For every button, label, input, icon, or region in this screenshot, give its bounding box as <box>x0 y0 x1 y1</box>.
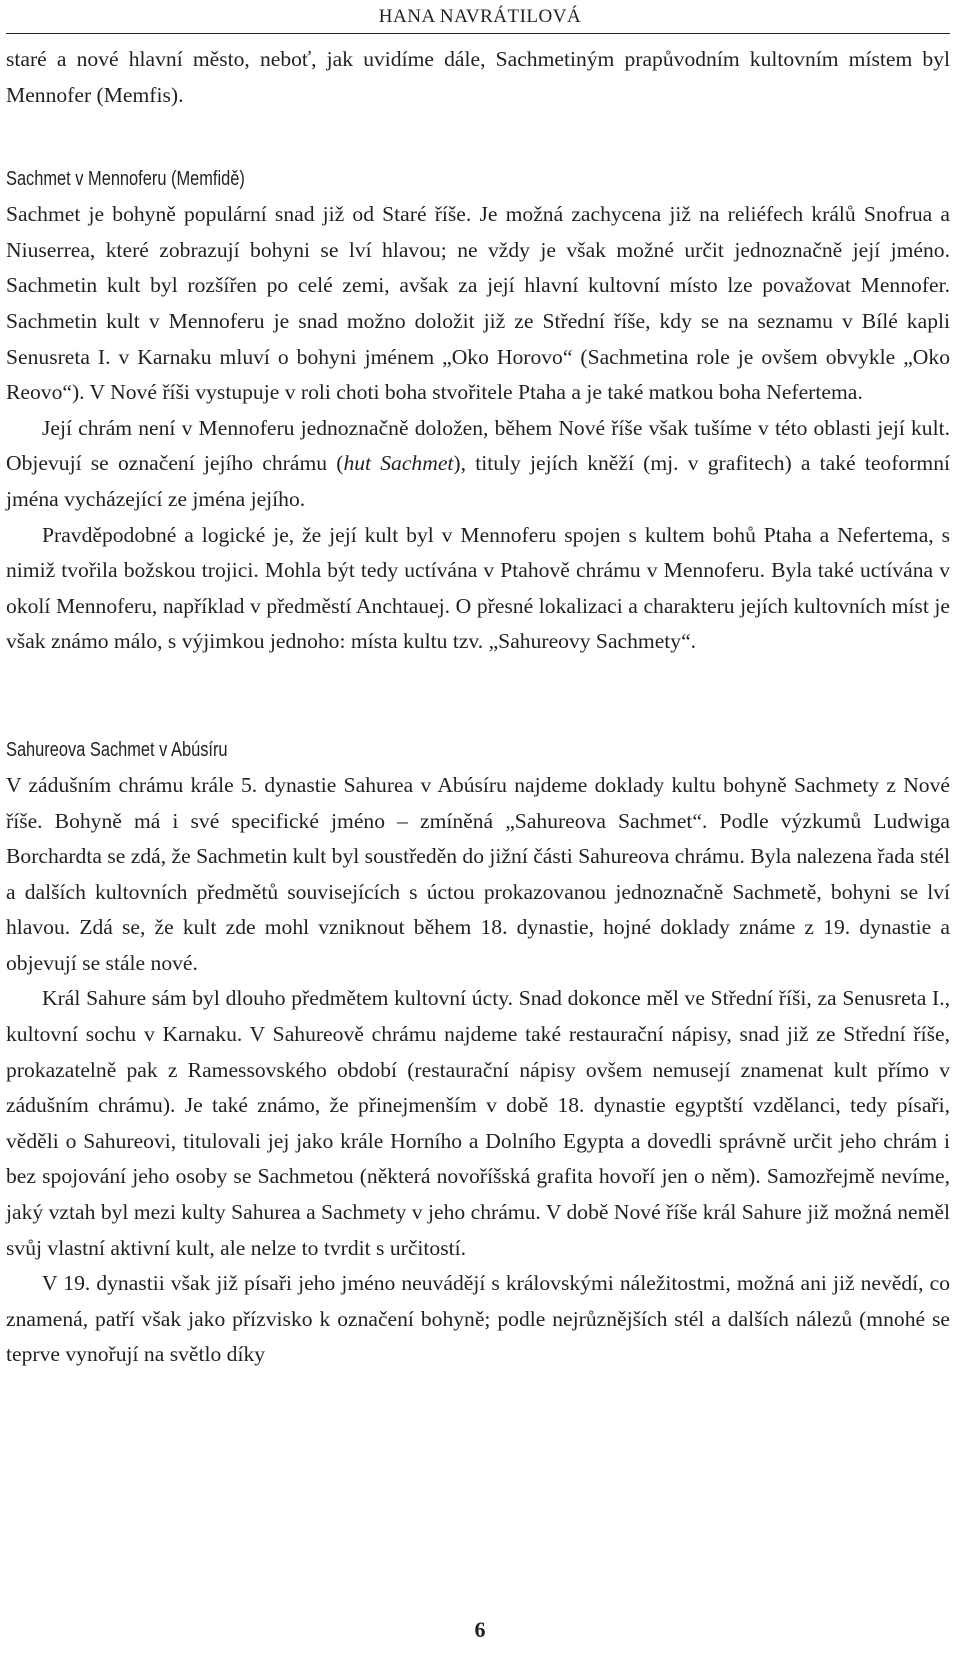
section-gap <box>6 113 950 161</box>
section-heading-sachmet-mennofer: Sachmet v Mennoferu (Memfidě) <box>6 168 245 191</box>
section-heading-sahureova-sachmet: Sahureova Sachmet v Abúsíru <box>6 738 228 761</box>
paragraph: Pravděpodobné a logické je, že její kult byl v Mennoferu spojen s kultem bohů Ptaha a Nefertema, s nimiž tvořila božskou trojici. Mohla být tedy uctívána v Ptahově chrámu v Mennoferu. Byla také uctívána v okolí Mennoferu, například v předměstí Anchtauej. O přesné lokalizaci a charakteru jejích kultovních míst je však známo málo, s výjimkou jednoho: místa kultu tzv. „Sahureovy Sachmety“. <box>6 522 950 654</box>
paragraph: Král Sahure sám byl dlouho předmětem kultovní úcty. Snad dokonce měl ve Střední říši, za Senusreta I., kultovní sochu v Karnaku. V Sahureově chrámu najdeme také restaurační nápisy, snad již ze Střední říše, prokazatelně pak z Ramessovského období (restaurační nápisy ovšem nemusejí znamenat kult přímo v zádušním chrámu). Je také známo, že přinejmenším v době 18. dynastie egyptští vzdělanci, tedy písaři, věděli o Sahureovi, titulovali jej jako krále Horního a Dolního Egypta a dovedli správně určit jeho chrám i bez spojování jeho osoby se Sachmetou (některá novoříšská grafita hovoří jen o něm). Samozřejmě nevíme, jaký vztah byl mezi kulty Sahurea a Sachmety v jeho chrámu. V době Nové říše král Sahure již možná neměl svůj vlastní aktivní kult, ale nelze to tvrdit s určitostí. <box>6 986 950 1260</box>
section-gap <box>6 660 950 732</box>
page-number: 6 <box>474 1617 486 1642</box>
paragraph: V 19. dynastii však již písaři jeho jméno neuvádějí s královskými náležitostmi, možná ani již nevědí, co znamená, patří však jako přízvisko k označení bohyně; podle nejrůznějších stél a dalších nálezů (mnohé se teprve vynořují na světlo díky <box>6 1271 950 1367</box>
paragraph-text: Její chrám není v Mennoferu jednoznačně doložen, během Nové říše však tušíme v této oblasti její kult. Objevují se označení jejího chrámu ( <box>6 415 950 476</box>
paragraph-text: ), tituly jejích kněží (mj. v grafitech) a také teoformní jména vycházející ze jména jejího. <box>6 451 951 511</box>
italic-term: hut Sachmet <box>343 451 454 476</box>
running-head: HANA NAVRÁTILOVÁ <box>378 6 582 27</box>
paragraph <box>6 411 950 518</box>
body-text <box>6 42 950 1373</box>
paragraph: V zádušním chrámu krále 5. dynastie Sahurea v Abúsíru najdeme doklady kultu bohyně Sachmety z Nové říše. Bohyně má i své specifické jméno – zmíněná „Sahureova Sachmet“. Podle výzkumů Ludwiga Borchardta se zdá, že Sachmetin kult byl soustředěn do jižní části Sahureova chrámu. Byla nalezena řada stél a dalších kultovních předmětů souvisejících s úctou prokazovanou jednoznačně Sachmetě, bohyni se lví hlavou. Zdá se, že kult zde mohl vzniknout během 18. dynastie, hojné doklady známe z 19. dynastie a objevují se stále nové. <box>6 772 950 975</box>
intro-paragraph: staré a nové hlavní město, neboť, jak uvidíme dále, Sachmetiným prapůvodním kultovním místem byl Mennofer (Memfis). <box>6 47 950 107</box>
header-rule <box>6 33 950 34</box>
paragraph: Sachmet je bohyně populární snad již od Staré říše. Je možná zachycena již na reliéfech králů Snofrua a Niuserrea, které zobrazují bohyni se lví hlavou; ne vždy je však možné určit jednoznačně její jméno. Sachmetin kult byl rozšířen po celé zemi, avšak za její hlavní kultovní místo lze považovat Mennofer. Sachmetin kult v Mennoferu je snad možno doložit již ze Střední říše, kdy se na seznamu v Bílé kapli Senusreta I. v Karnaku mluví o bohyni jménem „Oko Horovo“ (Sachmetina role je ovšem obvykle „Oko Reovo“). V Nové říši vystupuje v roli choti boha stvořitele Ptaha a je také matkou boha Nefertema. <box>6 202 950 405</box>
